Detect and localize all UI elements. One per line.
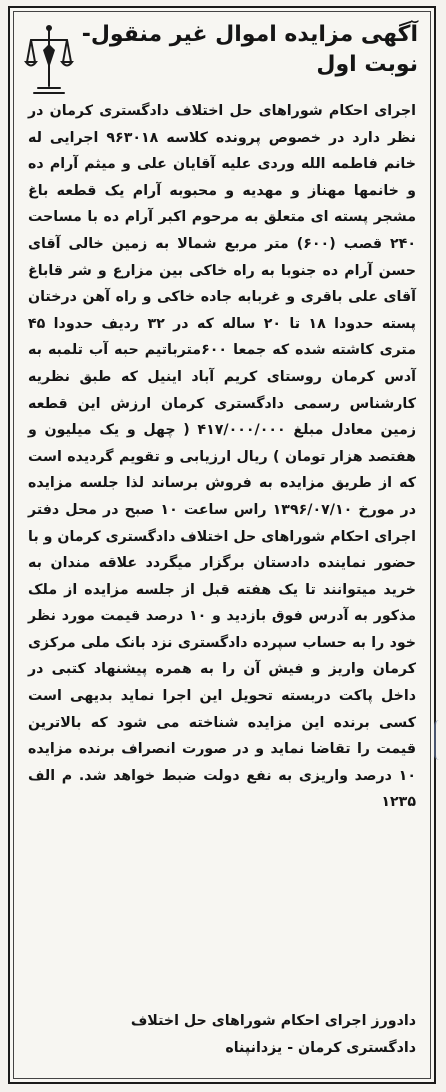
notice-body [28,98,416,816]
notice-header [78,20,418,80]
scales-of-justice-icon [24,22,74,98]
notice-round: نوبت اول [316,52,418,77]
scan-mark [434,720,444,760]
notice-body-text: اجرای احکام شوراهای حل اختلاف دادگستری کرمان در نظر دارد در خصوص پرونده کلاسه ۹۶۳۰۱۸ اجرایی له خانم فاطمه الله وردی علیه آقایان علی و میثم آرام ده و خانمها مهناز و مهدیه و محبوبه آرام یک قطعه باغ مشجر پسته ای متعلق به مرحوم اکبر آرام ده با مساحت ۲۴۰ قصب (۶۰۰) متر مربع شمالا به زمین خالی آقای حسن آرام ده جنوبا به راه خاکی بین مزارع و شر قاباغ آقای علی باقری و غربابه جاده خاکی و راه آهن درختان پسته حدودا ۱۸ تا ۲۰ ساله که در ۳۲ ردیف حدودا ۴۵ متری کاشته شده که جمعا ۶۰۰مترباتیم حبه آب تلمبه به آدس کرمان روستای کریم آباد اینیل که طبق نظریه کارشناس رسمی دادگستری کرمان ارزش این قطعه زمین معادل مبلغ ۴۱۷/۰۰۰/۰۰۰ ( چهل و یک میلیون و هفتصد هزار تومان ) ریال ارزیابی و تقویم گردیده است که از طریق مزایده به فروش برساند لذا جلسه مزایده در مورخ ۱۳۹۶/۰۷/۱۰ راس ساعت ۱۰ صبح در محل دفتر اجرای احکام شوراهای حل اختلاف دادگستری کرمان و با حضور نماینده دادستان برگزار میگردد علاقه مندان به خرید میتوانند تا یک هفته قبل از جلسه مزایده از ملک مذکور به آدرس فوق بازدید و ۱۰ درصد قیمت مورد نظر خود را به حساب سپرده دادگستری نزد بانک ملی مرکزی کرمان واریز و فیش آن را به همره پیشنهاد کتبی در داخل پاکت دربسته تحویل این اجرا نماید بدیهی است کسی برنده این مزایده شناخته می شود که بالاترین قیمت را تقاضا نماید و در صورت انصراف برنده مزایده ۱۰ درصد واریزی به نفع دولت ضبط خواهد شد. م الف ۱۲۳۵ [28,103,417,811]
signature-line-2: دادگستری کرمان - یزدانپناه [225,1040,416,1056]
signature-line-1: دادورز اجرای احکام شوراهای حل اختلاف [130,1013,416,1029]
notice-title: آگهی مزایده اموال غیر منقول- [81,22,418,47]
notice-signature [28,1008,416,1062]
notice-frame [8,6,436,1084]
